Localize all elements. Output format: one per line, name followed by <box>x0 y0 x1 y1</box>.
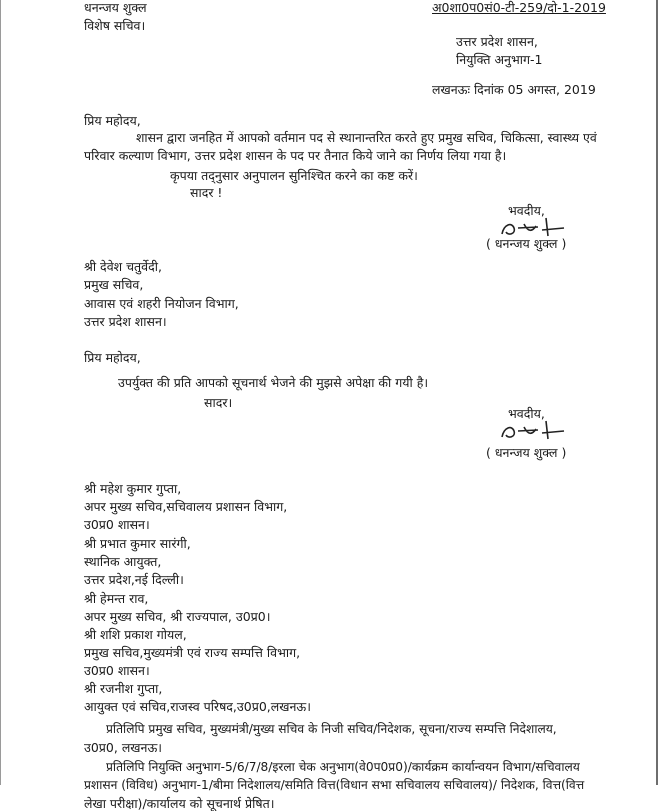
copy-recipient-line: श्री महेश कुमार गुप्ता, <box>84 481 182 496</box>
sender-name: धनन्जय शुक्ल <box>84 0 147 15</box>
signature-2 <box>494 419 574 445</box>
reference-number: अ0शा0प0सं0-टी-259/दो-1-2019 <box>432 0 606 15</box>
salutation-1: प्रिय महोदय, <box>84 113 141 128</box>
letter1-request: कृपया तद्नुसार अनुपालन सुनिश्चित करने का कष्ट करें। <box>170 168 418 183</box>
page-right-border <box>656 0 658 785</box>
letter2-body: उपर्युक्त की प्रति आपको सूचनार्थ भेजने की मुझसे अपेक्षा की गयी है। <box>118 375 429 390</box>
copy-recipient-line: श्री रजनीश गुप्ता, <box>84 681 163 696</box>
government-name: उत्तर प्रदेश शासन, <box>456 34 538 49</box>
letter2-closing: सादर। <box>204 395 233 410</box>
copy-recipient-line: उ0प्र0 शासन। <box>84 663 150 678</box>
copy-recipient-line: श्री शशि प्रकाश गोयल, <box>84 627 187 642</box>
department-name: नियुक्ति अनुभाग-1 <box>456 52 543 67</box>
letter2-yours: भवदीय, <box>508 406 545 421</box>
copy-recipient-line: श्री हेमन्त राव, <box>84 591 149 606</box>
place-date: लखनऊः दिनांक 05 अगस्त, 2019 <box>432 82 596 97</box>
letter1-signatory: ( धनन्जय शुक्ल ) <box>486 236 567 251</box>
letter2-signatory: ( धनन्जय शुक्ल ) <box>486 445 567 460</box>
recipient-line-1: श्री देवेश चतुर्वेदी, <box>84 259 162 274</box>
copy-recipient-line: स्थानिक आयुक्त, <box>84 554 162 569</box>
copy-recipient-line: प्रमुख सचिव,मुख्यमंत्री एवं राज्य सम्पत्ति विभाग, <box>84 645 301 660</box>
copy-note2-line3: लेखा परीक्षा)/कार्यालय को सूचनार्थ प्रेषित। <box>84 796 275 811</box>
letter1-body-line1: शासन द्वारा जनहित में आपको वर्तमान पद से स्थानान्तरित करते हुए प्रमुख सचिव, चिकित्सा, स्वास्थ्य एवं <box>136 130 597 145</box>
sender-designation: विशेष सचिव। <box>84 18 146 33</box>
letter1-closing: सादर ! <box>190 185 223 200</box>
copy-note2-line2: प्रशासन (विविध) अनुभाग-1/बीमा निदेशालय/समिति वित्त(विधान सभा सचिवालय सचिवालय)/ निदेशक, वित्त(वित्त <box>84 778 585 792</box>
recipient-line-4: उत्तर प्रदेश शासन। <box>84 314 167 329</box>
copy-recipient-line: अपर मुख्य सचिव, श्री राज्यपाल, उ0प्र0। <box>84 609 271 624</box>
copy-recipient-line: उत्तर प्रदेश,नई दिल्ली। <box>84 572 184 587</box>
salutation-2: प्रिय महोदय, <box>84 350 141 365</box>
copy-recipient-line: आयुक्त एवं सचिव,राजस्व परिषद,उ0प्र0,लखनऊ। <box>84 699 311 714</box>
copy-recipient-line: अपर मुख्य सचिव,सचिवालय प्रशासन विभाग, <box>84 499 288 514</box>
copy-note1-line1: प्रतिलिपि प्रमुख सचिव, मुख्यमंत्री/मुख्य सचिव के निजी सचिव/निदेशक, सूचना/राज्य सम्पत्ति निदेशालय, <box>106 722 557 736</box>
recipient-line-2: प्रमुख सचिव, <box>84 277 144 292</box>
copy-recipient-line: उ0प्र0 शासन। <box>84 517 150 532</box>
page-left-border <box>0 0 1 785</box>
letter1-yours: भवदीय, <box>508 203 545 218</box>
copy-recipient-line: श्री प्रभात कुमार सारंगी, <box>84 536 191 551</box>
copy-note1-line2: उ0प्र0, लखनऊ। <box>84 740 163 755</box>
recipient-line-3: आवास एवं शहरी नियोजन विभाग, <box>84 296 239 311</box>
copy-note2-line1: प्रतिलिपि नियुक्ति अनुभाग-5/6/7/8/इरला चेक अनुभाग(वे0प0प्र0)/कार्यक्रम कार्यान्वयन विभाग/सचिवालय <box>106 760 580 774</box>
letter1-body-line2: परिवार कल्याण विभाग, उत्तर प्रदेश शासन के पद पर तैनात किये जाने का निर्णय लिया गया है। <box>84 148 507 163</box>
